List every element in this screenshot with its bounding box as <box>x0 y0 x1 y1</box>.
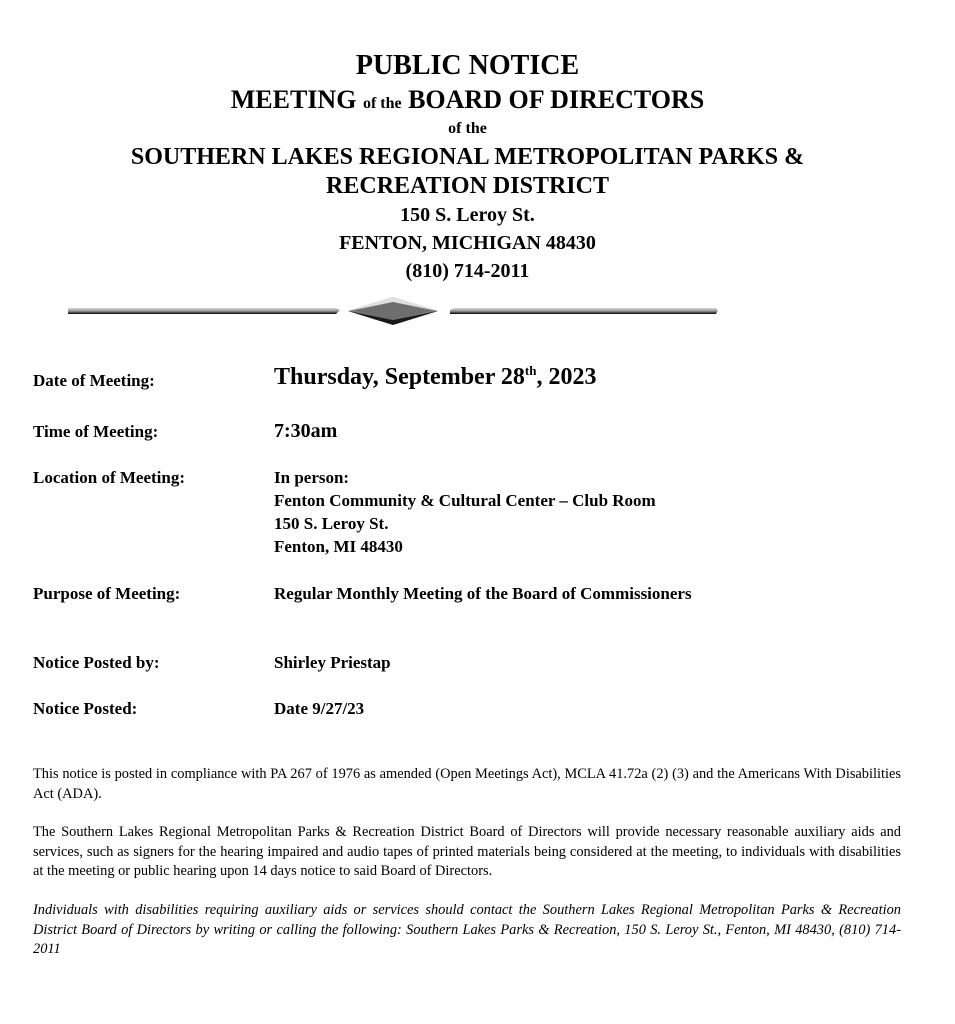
posted-label: Notice Posted: <box>33 699 138 718</box>
location-line: Fenton Community & Cultural Center – Club Room <box>274 491 656 510</box>
location-line: Fenton, MI 48430 <box>274 537 403 556</box>
notice-title: PUBLIC NOTICE <box>355 50 580 81</box>
location-value <box>274 466 656 558</box>
meeting-heading <box>0 85 935 119</box>
diamond-divider-icon <box>68 296 718 326</box>
header-address: 150 S. Leroy St. <box>400 204 535 226</box>
posted-value: Date 9/27/23 <box>274 699 365 718</box>
board-text: BOARD OF DIRECTORS <box>408 85 705 114</box>
location-label: Location of Meeting: <box>33 468 186 487</box>
date-label: Date of Meeting: <box>33 371 155 390</box>
of-the-small: of the <box>362 95 402 112</box>
location-line: 150 S. Leroy St. <box>274 514 389 533</box>
aids-paragraph: The Southern Lakes Regional Metropolitan Parks & Recreation District Board of Directors will provide necessary reasonable auxiliary aids and services, such as signers for the hearing impaired and audio tapes of printed materials being considered at the meeting, to individuals with disabilities at the meeting or public hearing upon 14 days notice to said Board of Directors. <box>33 824 901 879</box>
location-line: In person: <box>274 468 350 487</box>
time-value: 7:30am <box>274 420 338 442</box>
meeting-word: MEETING <box>230 85 357 114</box>
compliance-paragraph: This notice is posted in compliance with PA 267 of 1976 as amended (Open Meetings Act), MCLA 41.72a (2) (3) and the Americans With Disabilities Act (ADA). <box>33 766 901 802</box>
header-phone: (810) 714-2011 <box>405 260 530 282</box>
date-value: Thursday, September 28th, 2023 <box>274 363 597 390</box>
purpose-label: Purpose of Meeting: <box>33 584 181 603</box>
org-name-line1: SOUTHERN LAKES REGIONAL METROPOLITAN PARKS & <box>130 144 805 170</box>
purpose-value: Regular Monthly Meeting of the Board of Commissioners <box>274 584 692 603</box>
header-city: FENTON, MICHIGAN 48430 <box>339 232 596 254</box>
time-label: Time of Meeting: <box>33 422 159 441</box>
of-the-line: of the <box>448 120 487 137</box>
posted-by-label: Notice Posted by: <box>33 653 160 672</box>
contact-paragraph: Individuals with disabilities requiring auxiliary aids or services should contact the Southern Lakes Regional Metropolitan Parks & Recreation District Board of Directors by writing or calling the following: Southern Lakes Parks & Recreation, 150 S. Leroy St., Fenton, MI 48430, (810) 714-2011 <box>33 902 901 957</box>
posted-by-value: Shirley Priestap <box>274 653 391 672</box>
org-name-line2: RECREATION DISTRICT <box>326 173 609 199</box>
